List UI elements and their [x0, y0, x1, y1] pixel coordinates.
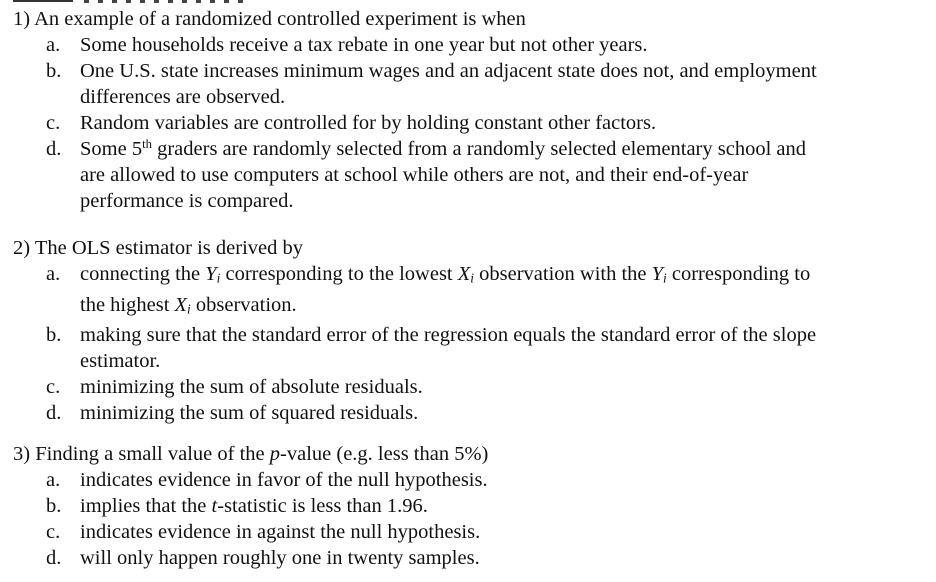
- question-2: [13, 236, 923, 426]
- subscript-i: i: [187, 301, 191, 317]
- text-segment: implies that the: [80, 495, 212, 517]
- option-text-line-2: are allowed to use computers at school while others are not, and their end-of-year: [80, 164, 749, 186]
- option-text-line-2: differences are observed.: [80, 86, 286, 108]
- question-1-stem: 1) An example of a randomized controlled experiment is when: [13, 8, 526, 30]
- variable-x: X: [457, 263, 471, 285]
- superscript-th: th: [142, 137, 152, 152]
- variable-x: X: [174, 293, 188, 316]
- text-segment: corresponding to the lowest: [220, 263, 458, 285]
- text-segment: the highest: [80, 293, 175, 316]
- option-text: indicates evidence in favor of the null hypothesis.: [80, 469, 488, 491]
- question-2-option-c: [13, 374, 923, 400]
- option-text: minimizing the sum of absolute residuals.: [80, 376, 423, 399]
- option-text-line-2: estimator.: [80, 350, 161, 373]
- question-2-option-a: [13, 261, 923, 322]
- option-text-line-1: [80, 261, 923, 292]
- option-text: Random variables are controlled for by holding constant other factors.: [80, 112, 657, 134]
- option-letter: d.: [46, 402, 62, 425]
- text-segment: observation.: [190, 293, 297, 316]
- text-segment: 3) Finding a small value of the: [13, 443, 270, 465]
- question-3-stem: [13, 442, 923, 467]
- option-letter: a.: [46, 469, 61, 491]
- option-text-line-2: [80, 292, 923, 323]
- option-text: will only happen roughly one in twenty samples.: [80, 547, 480, 569]
- subscript-i: i: [216, 270, 221, 286]
- question-2-stem: 2) The OLS estimator is derived by: [13, 237, 303, 259]
- option-text: Some households receive a tax rebate in one year but not other years.: [80, 34, 648, 56]
- question-3: [13, 442, 923, 571]
- option-letter: b.: [46, 60, 62, 82]
- variable-y: Y: [651, 263, 664, 285]
- question-1-option-d: [13, 136, 923, 214]
- question-3-option-b: [13, 493, 923, 519]
- option-text: minimizing the sum of squared residuals.: [80, 402, 419, 425]
- text-segment: -value (e.g. less than 5%): [280, 443, 489, 465]
- top-rule-fragment: [13, 0, 73, 2]
- question-2-option-b: [13, 322, 923, 374]
- question-3-option-d: [13, 545, 923, 571]
- option-letter: b.: [46, 495, 62, 517]
- variable-y: Y: [205, 263, 217, 285]
- subscript-i: i: [470, 270, 474, 286]
- text-segment: Some 5: [80, 138, 143, 160]
- option-text-line-1: making sure that the standard error of the regression equals the standard error of the slope: [80, 324, 817, 347]
- option-letter: a.: [46, 263, 61, 285]
- option-text-line-1: [80, 136, 923, 162]
- question-1: [13, 7, 923, 214]
- option-letter: d.: [46, 547, 62, 569]
- text-segment: graders are randomly selected from a randomly selected elementary school and: [151, 138, 806, 160]
- top-underline-fragment: [84, 0, 244, 3]
- question-1-option-b: [13, 58, 923, 110]
- question-2-option-d: [13, 400, 923, 426]
- question-1-option-c: [13, 110, 923, 136]
- text-segment: connecting the: [80, 263, 206, 285]
- option-letter: c.: [46, 376, 61, 399]
- option-letter: c.: [46, 521, 61, 543]
- text-segment: corresponding to: [666, 263, 811, 285]
- option-text-line-3: performance is compared.: [80, 190, 294, 212]
- text-segment: observation with the: [474, 263, 652, 285]
- option-text: [80, 493, 923, 519]
- question-3-option-a: [13, 467, 923, 493]
- variable-p: p: [269, 443, 281, 465]
- option-letter: d.: [46, 138, 62, 160]
- option-letter: a.: [46, 34, 61, 56]
- question-1-option-a: [13, 32, 923, 58]
- option-letter: c.: [46, 112, 61, 134]
- option-text: indicates evidence in against the null hypothesis.: [80, 521, 481, 543]
- text-segment: -statistic is less than 1.96.: [217, 495, 428, 517]
- variable-t: t: [211, 495, 218, 517]
- option-letter: b.: [46, 324, 62, 347]
- subscript-i: i: [663, 270, 667, 286]
- question-3-option-c: [13, 519, 923, 545]
- option-text-line-1: One U.S. state increases minimum wages and an adjacent state does not, and employment: [80, 60, 817, 82]
